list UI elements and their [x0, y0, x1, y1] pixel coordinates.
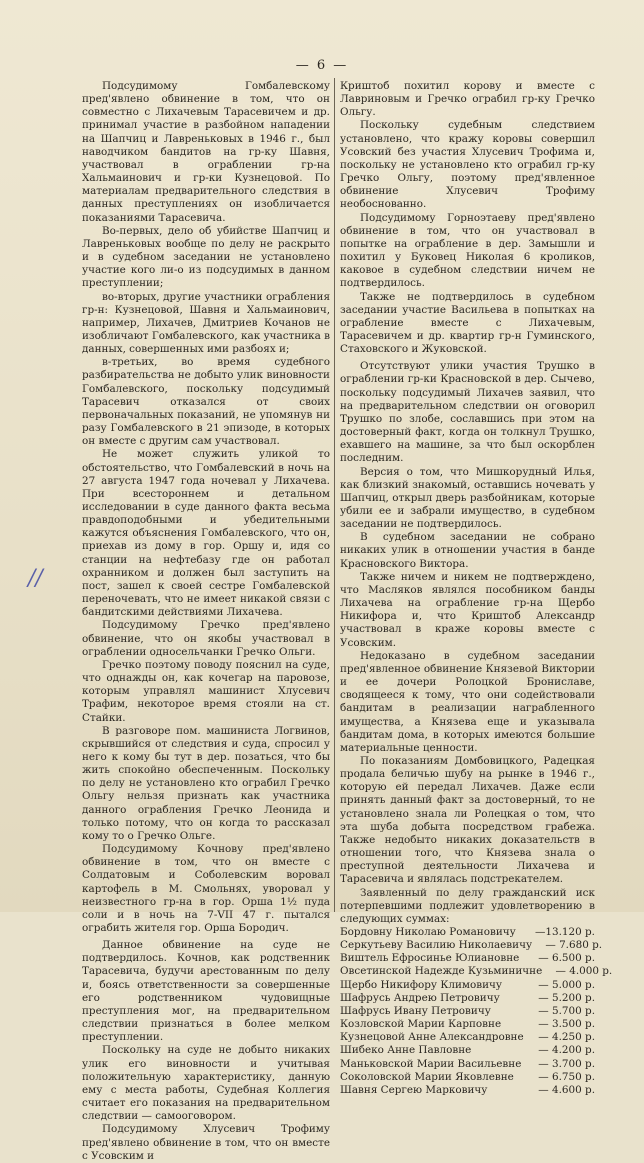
left-paragraph-12: Подсудимому Хлусевич Трофиму пред'явлено обвинение в том, что он вместе с Усовским и — [82, 1123, 330, 1162]
claim-name: Маньковской Марии Васильевне — [340, 1057, 522, 1070]
right-paragraph-8: Также ничем и никем не подтверждено, что Масляков являлся пособником банды Лихачева на ограбление гр-на Щербо Никифора и, что Криштоб Александр участвовал в краже коровы вместе с Усовским. — [340, 570, 595, 649]
claim-name: Щербо Никифору Климовичу — [340, 978, 502, 991]
right-paragraph-9: Недоказано в судебном заседании пред'явленное обвинение Князевой Виктории и ее дочери Ролоцкой Брониславе, сводящееся к тому, что они содействовали бандитам в реализации награбленного имущества, а Князева еще и указывала бандитам дома, в которых имеются большие материальные ценности. — [340, 649, 595, 754]
left-paragraph-4: в-третьих, во время судебного разбирательства не добыто улик виновности Гомбалевского, поскольку подсудимый Тарасевич отказался от своих первоначальных показаний, не упомянув ни разу Гомбалевского в 21 эпизоде, в которых он вместе с другим сам участвовал. — [82, 356, 330, 448]
claim-name: Виштель Ефросинье Юлиановне — [340, 952, 520, 965]
left-paragraph-7: Гречко поэтому поводу пояснил на суде, что однажды он, как кочегар на паровозе, которым управлял машинист Хлусевич Трафим, некоторое время стояли на ст. Стайки. — [82, 658, 330, 724]
claim-row — [340, 1084, 595, 1097]
claim-name: Шафрусь Андрею Петровичу — [340, 991, 500, 1004]
right-paragraph-4: Также не подтвердилось в судебном заседании участие Васильева в попытках на ограбление вместе с Лихачевым, Тарасевичем и др. квартир гр-н Гуминского, Стаховского и Жуковской. — [340, 290, 595, 356]
right-paragraph-7: В судебном заседании не собрано никаких улик в отношении участия в банде Красновского Виктора. — [340, 531, 595, 570]
claim-amount: — 4.200 р. — [538, 1044, 595, 1057]
right-paragraph-1: Криштоб похитил корову и вместе с Лавриновым и Гречко ограбил гр-ку Гречко Ольгу. — [340, 80, 595, 119]
margin-pencil-mark: // — [28, 566, 43, 591]
left-paragraph-10: Данное обвинение на суде не подтвердилось. Кочнов, как родственник Тарасевича, будучи арестованным по делу и, боясь ответственности за совершенные его родственником чудовищные преступления мог, на предварительном следствии признаться в более мелком преступлении. — [82, 939, 330, 1044]
claim-row — [340, 1044, 595, 1057]
claim-amount: — 3.700 р. — [538, 1057, 595, 1070]
claim-row — [340, 1058, 595, 1071]
claim-amount: — 5.700 р. — [538, 1004, 595, 1017]
claim-row — [340, 1018, 595, 1031]
claim-amount: — 5.200 р. — [538, 991, 595, 1004]
claim-name: Серкутьеву Василию Николаевичу — [340, 939, 533, 952]
claim-amount: — 6.500 р. — [538, 952, 595, 965]
claim-row — [340, 1031, 595, 1044]
right-column — [340, 80, 613, 1096]
right-paragraph-10: По показаниям Домбовицкого, Радецкая продала беличью шубу на рынке в 1946 г., которую ей передал Лихачев. Даже если принять данный факт за достоверный, то не установлено знала ли Ролецкая о том, что эта шуба добыта посредством грабежа. Также недобыто никаких доказательств в отношении того, что Князева знала о преступной деятельности Лихачева и Тарасевича и являлась подстрекателем. — [340, 754, 595, 886]
claim-row — [340, 992, 595, 1005]
right-paragraph-2: Поскольку судебным следствием установлено, что кражу коровы совершил Усовский без участия Хлусевич Трофима и, поскольку не установлено кто ограбил гр-ку Гречко Ольгу, поэтому пред'явленное обвинение Хлусевич Трофиму необоснованно. — [340, 119, 595, 211]
claim-amount: —13.120 р. — [534, 926, 595, 938]
claim-row — [340, 979, 595, 992]
claim-name: Кузнецовой Анне Александровне — [340, 1031, 524, 1044]
claim-amount: — 4.000 р. — [555, 965, 613, 978]
right-paragraph-6: Версия о том, что Мишкорудный Илья, как близкий знакомый, оставшись ночевать у Шапчиц, открыл дверь разбойникам, которые убили ее и забрали имущество, в судебном заседании не подтвердилось. — [340, 465, 595, 531]
page-number: — 6 — — [295, 58, 349, 73]
left-paragraph-2: Во-первых, дело об убийстве Шапчиц и Лавреньковых вообще по делу не раскрыто и в судебном заседании не установлено участие кого ли-о из подсудимых в данном преступлении; — [82, 224, 330, 290]
claims-list — [340, 926, 613, 1097]
claim-amount: — 5.000 р. — [538, 978, 595, 991]
right-paragraph-3: Подсудимому Горноэтаеву пред'явлено обвинение в том, что он участвовал в попытке на ограбление в дер. Замышли и похитил у Буковец Николая 6 кроликов, каковое в судебном следствии ничем не подтвердилось. — [340, 211, 595, 290]
right-paragraph-11: Заявленный по делу гражданский иск потерпевшими подлежит удовлетворению в следующих суммах: — [340, 886, 595, 925]
claim-name: Бордовну Николаю Романовичу — [340, 926, 516, 938]
column-divider — [334, 78, 335, 912]
left-paragraph-11: Поскольку на суде не добыто никаких улик его виновности и учитывая положительную характеристику, данную ему с места работы, Судебная Коллегия считает его показания на предварительном следствии — самооговором. — [82, 1044, 330, 1123]
left-paragraph-8: В разговоре пом. машиниста Логвинов, скрывшийся от следствия и суда, спросил у него к кому бы тут в дер. позаться, что бы жить спокойно обеспеченным. Поскольку по делу не установлено кто ограбил Гречко Ольгу нельзя признать как участника данного ограбления Гречко Леонида и только потому, что он когда то рассказал кому то о Гречко Ольге. — [82, 724, 330, 842]
right-paragraph-5: Отсутствуют улики участия Трушко в ограблении гр-ки Красновской в дер. Сычево, поскольку подсудимый Лихачев заявил, что на предварительном следствии он оговорил Трушко по злобе, сославшись при этом на достоверный факт, когда он толкнул Трушко, ехавшего на машине, за что был оскорблен последним. — [340, 360, 595, 465]
claim-amount: — 4.600 р. — [538, 1083, 595, 1096]
claim-name: Соколовской Марии Яковлевне — [340, 1070, 514, 1083]
claim-row — [340, 926, 595, 939]
left-paragraph-6: Подсудимому Гречко пред'явлено обвинение, что он якобы участвовал в ограблении односельчанки Гречко Ольги. — [82, 619, 330, 658]
claim-name: Шибеко Анне Павловне — [340, 1044, 472, 1057]
claim-name: Шавня Сергею Марковичу — [340, 1083, 488, 1096]
claim-row — [340, 939, 603, 952]
claim-amount: — 3.500 р. — [538, 1018, 595, 1031]
claim-amount: — 7.680 р. — [545, 939, 603, 952]
left-paragraph-5: Не может служить уликой то обстоятельство, что Гомбалевский в ночь на 27 августа 1947 года ночевал у Лихачева. При всестороннем и детальном исследовании в суде данного факта весьма правдоподобными и убедительными кажутся объяснения Гомбалевского, что он, приехав из дому в гор. Оршу и, идя со станции на нефтебазу где он работал охранником и должен был заступить на пост, зашел к своей сестре Гомбалевской переночевать, что не имеет никакой связи с бандитскими действиями Лихачева. — [82, 448, 330, 619]
claim-row — [340, 965, 613, 978]
left-paragraph-1: Подсудимому Гомбалевскому пред'явлено обвинение в том, что он совместно с Лихачевым Тарасевичем и др. принимал участие в разбойном нападении на Шапчиц и Лавреньковых в 1946 г., был наводчиком бандитов на гр-ку Шавня, участвовал в ограблении гр-на Хальмаинович и гр-ки Кузнецовой. По материалам предварительного следствия в данных преступлениях он изобличается показаниями Тарасевича. — [82, 80, 330, 224]
claim-row — [340, 1071, 595, 1084]
claim-amount: — 4.250 р. — [538, 1031, 595, 1044]
claim-name: Шафрусь Ивану Петровичу — [340, 1004, 491, 1017]
claim-name: Овсетинской Надежде Кузьминичне — [340, 965, 543, 978]
left-column — [82, 80, 330, 1162]
claim-row — [340, 952, 595, 965]
claim-name: Козловской Марии Карповне — [340, 1018, 502, 1031]
claim-amount: — 6.750 р. — [538, 1070, 595, 1083]
left-paragraph-9: Подсудимому Кочнову пред'явлено обвинение в том, что он вместе с Солдатовым и Соболевским воровал картофель в М. Смольнях, уворовал у неизвестного гр-на в гор. Орша 1½ пуда соли и в ночь на 7-VII 47 г. пытался ограбить жителя гор. Орша Бородич. — [82, 843, 330, 934]
left-paragraph-3: во-вторых, другие участники ограбления гр-н: Кузнецовой, Шавня и Хальмаинович, например, Лихачев, Дмитриев Кочанов не изобличают Гомбалевского, как участника в данных, совершенных ими разбоях и; — [82, 290, 330, 356]
claim-row — [340, 1005, 595, 1018]
